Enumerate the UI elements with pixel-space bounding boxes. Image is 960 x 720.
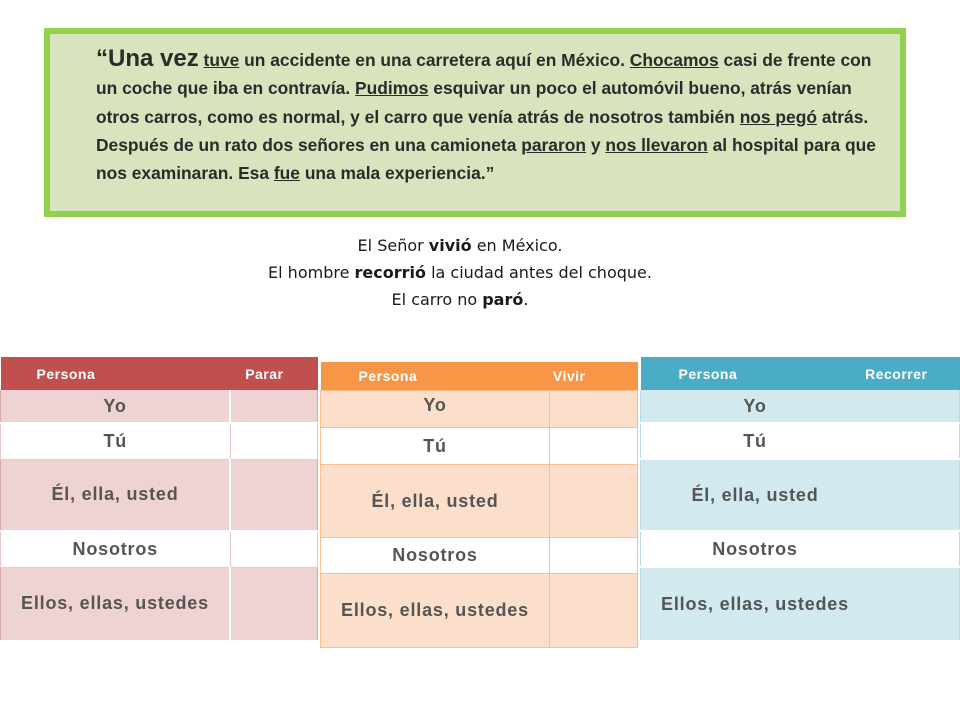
sentence [0,286,920,313]
sentence-verb: recorrió [354,263,426,282]
table-row [1,531,318,567]
answer-cell[interactable] [869,531,960,567]
persona-cell: Yo [1,390,231,423]
verb-nos-pego: nos pegó [739,106,817,127]
sentence-text: El Señor [357,236,429,255]
sentence-verb: vivió [428,236,472,255]
sentence [0,232,920,259]
table-row [321,574,638,648]
persona-cell: Él, ella, usted [321,465,550,538]
verb-pararon: pararon [521,134,586,155]
table-header [321,362,638,391]
sentence-verb: paró [482,290,524,309]
table-header-cell [321,362,638,391]
header-persona: Persona [678,365,738,382]
quote-text: y [590,134,601,155]
table-row [1,423,318,459]
table-row [641,390,960,423]
answer-cell[interactable] [230,423,318,459]
table-header-cell [641,357,960,390]
table-row [321,391,638,428]
answer-cell[interactable] [550,391,638,428]
answer-cell[interactable] [230,567,318,641]
persona-cell: Él, ella, usted [641,459,870,531]
quote-text: casi de frente con un coche que iba en contravía. [96,50,872,99]
answer-cell[interactable] [869,567,960,641]
persona-cell: Yo [321,391,550,428]
sentence-text: El hombre [268,263,355,282]
sentence-text: . [523,290,529,309]
header-verb: Vivir [552,368,586,384]
answer-cell[interactable] [550,574,638,648]
persona-cell: Ellos, ellas, ustedes [641,567,870,641]
sentence-text: la ciudad antes del choque. [425,263,652,282]
table-row [321,538,638,574]
sentence-text: en México. [471,236,563,255]
persona-cell: Tú [641,423,870,459]
table-row [1,459,318,531]
answer-cell[interactable] [550,428,638,465]
table-row [641,531,960,567]
quote-text: esquivar un poco el automóvil bueno, atrás venían otros carros, como es normal, y el carro que venía atrás de nosotros también [96,78,852,127]
persona-cell: Tú [1,423,231,459]
verb-fue: fue [273,163,300,184]
quote-intro: Una vez [108,45,199,72]
answer-cell[interactable] [869,423,960,459]
answer-cell[interactable] [550,538,638,574]
header-verb: Parar [245,365,284,382]
persona-cell: Yo [641,390,870,423]
persona-cell: Nosotros [321,538,550,574]
answer-cell[interactable] [550,465,638,538]
table-header [1,357,318,390]
table-header-cell [1,357,318,390]
open-quote: “ [96,45,108,72]
table-row [641,567,960,641]
conjugation-table-parar [0,357,318,642]
table-row [1,567,318,641]
persona-cell: Ellos, ellas, ustedes [321,574,550,648]
header-persona: Persona [36,365,96,382]
persona-cell: Ellos, ellas, ustedes [1,567,231,641]
verb-chocamos: Chocamos [629,50,719,70]
quote-text: un accidente en una carretera aquí en México. [244,50,625,70]
table-row [321,465,638,538]
table-row [641,423,960,459]
verb-tuve: tuve [203,50,240,70]
header-persona: Persona [358,368,418,384]
answer-cell[interactable] [869,390,960,423]
conjugation-table-recorrer [640,357,960,642]
persona-cell: Nosotros [641,531,870,567]
table-row [641,459,960,531]
answer-cell[interactable] [230,459,318,531]
sentence-text: El carro no [391,290,483,309]
answer-cell[interactable] [230,390,318,423]
answer-cell[interactable] [869,459,960,531]
header-verb: Recorrer [865,365,928,382]
quote-text: una mala experiencia.” [304,163,495,184]
verb-pudimos: Pudimos [355,78,429,99]
persona-cell: Tú [321,428,550,465]
persona-cell: Él, ella, usted [1,459,231,531]
verb-nos-llevaron: nos llevaron [605,134,708,155]
table-row [321,428,638,465]
persona-cell: Nosotros [1,531,231,567]
quote-text: al hospital para que nos examinaran. Esa [96,134,876,184]
table-header [641,357,960,390]
sentences [0,232,920,313]
answer-cell[interactable] [230,531,318,567]
table-row [1,390,318,423]
quote-box [44,28,906,217]
sentence [0,259,920,286]
quote-text: atrás. Después de un rato dos señores en una camioneta [96,106,869,155]
conjugation-table-vivir [320,362,638,648]
